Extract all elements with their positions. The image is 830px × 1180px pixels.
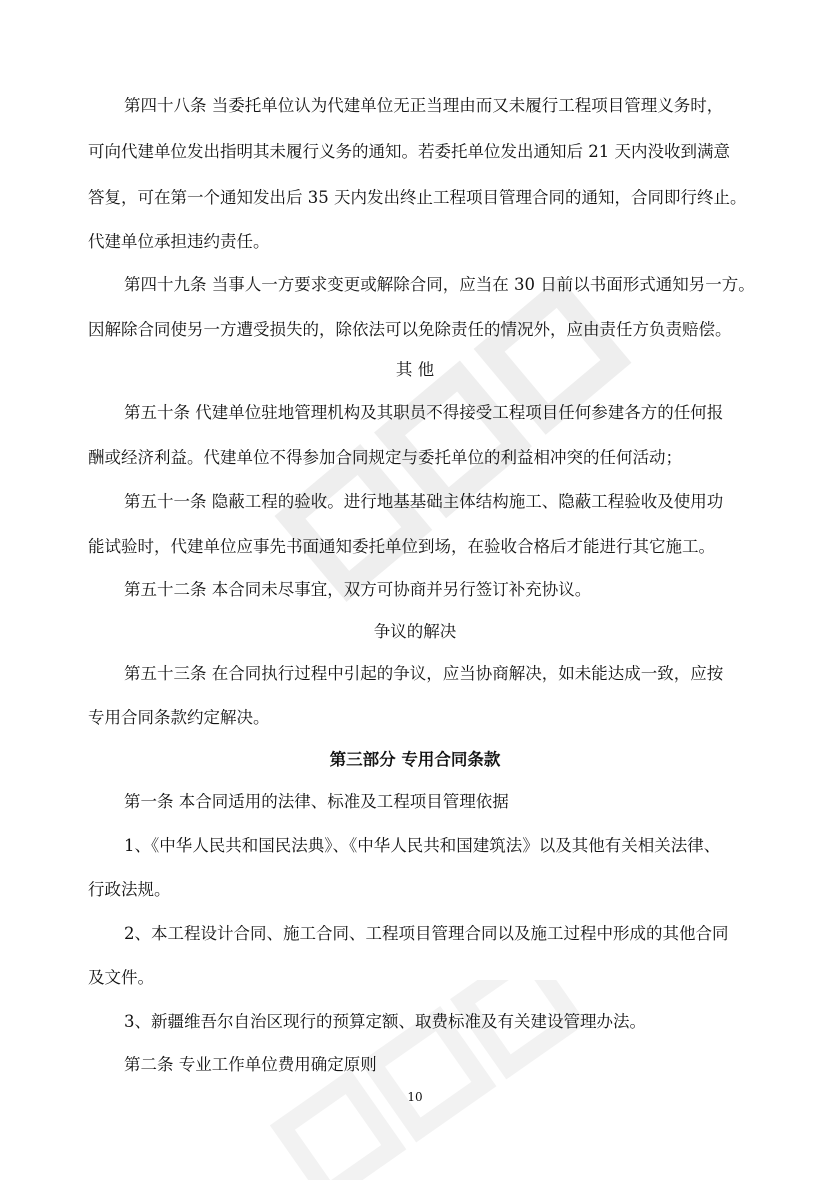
clause-2-line-2: 及文件。	[88, 968, 154, 987]
article-51-line-1: 第五十一条 隐蔽工程的验收。进行地基基础主体结构施工、隐蔽工程验收及使用功	[124, 492, 724, 511]
section-heading-other: 其 他	[395, 360, 435, 379]
article-53-line-1: 第五十三条 在合同执行过程中引起的争议，应当协商解决，如未能达成一致，应按	[124, 664, 724, 683]
article-48-line-1: 第四十八条 当委托单位认为代建单位无正当理由而又未履行工程项目管理义务时，	[124, 96, 724, 115]
clause-1-line-2: 行政法规。	[88, 880, 171, 899]
article-53-line-2: 专用合同条款约定解决。	[88, 708, 270, 727]
article-49-line-1: 第四十九条 当事人一方要求变更或解除合同，应当在 30 日前以书面形式通知另一方。	[124, 275, 755, 294]
article-1-title: 第一条 本合同适用的法律、标准及工程项目管理依据	[124, 792, 509, 811]
article-50-line-1: 第五十条 代建单位驻地管理机构及其职员不得接受工程项目任何参建各方的任何报	[124, 403, 724, 422]
article-2-title: 第二条 专业工作单位费用确定原则	[124, 1055, 377, 1074]
article-50-line-2: 酬或经济利益。代建单位不得参加合同规定与委托单位的利益相冲突的任何活动；	[88, 448, 682, 467]
part-three-heading: 第三部分 专用合同条款	[329, 750, 501, 769]
article-52-line-1: 第五十二条 本合同未尽事宜，双方可协商并另行签订补充协议。	[124, 580, 592, 599]
article-48-line-3: 答复，可在第一个通知发出后 35 天内发出终止工程项目管理合同的通知，合同即行终止。	[88, 188, 747, 207]
clause-3-line-1: 3、新疆维吾尔自治区现行的预算定额、取费标准及有关建设管理办法。	[124, 1012, 646, 1031]
page-number: 10	[407, 1090, 423, 1104]
article-51-line-2: 能试验时，代建单位应事先书面通知委托单位到场，在验收合格后才能进行其它施工。	[88, 537, 715, 556]
article-48-line-2: 可向代建单位发出指明其未履行义务的通知。若委托单位发出通知后 21 天内没收到满意	[88, 142, 730, 161]
article-49-line-2: 因解除合同使另一方遭受损失的，除依法可以免除责任的情况外，应由责任方负责赔偿。	[88, 320, 732, 339]
section-heading-dispute: 争议的解决	[373, 622, 457, 641]
clause-2-line-1: 2、本工程设计合同、施工合同、工程项目管理合同以及施工过程中形成的其他合同	[124, 924, 729, 943]
article-48-line-4: 代建单位承担违约责任。	[88, 232, 270, 251]
clause-1-line-1: 1、《中华人民共和国民法典》、《中华人民共和国建筑法》以及其他有关相关法律、	[124, 836, 721, 855]
